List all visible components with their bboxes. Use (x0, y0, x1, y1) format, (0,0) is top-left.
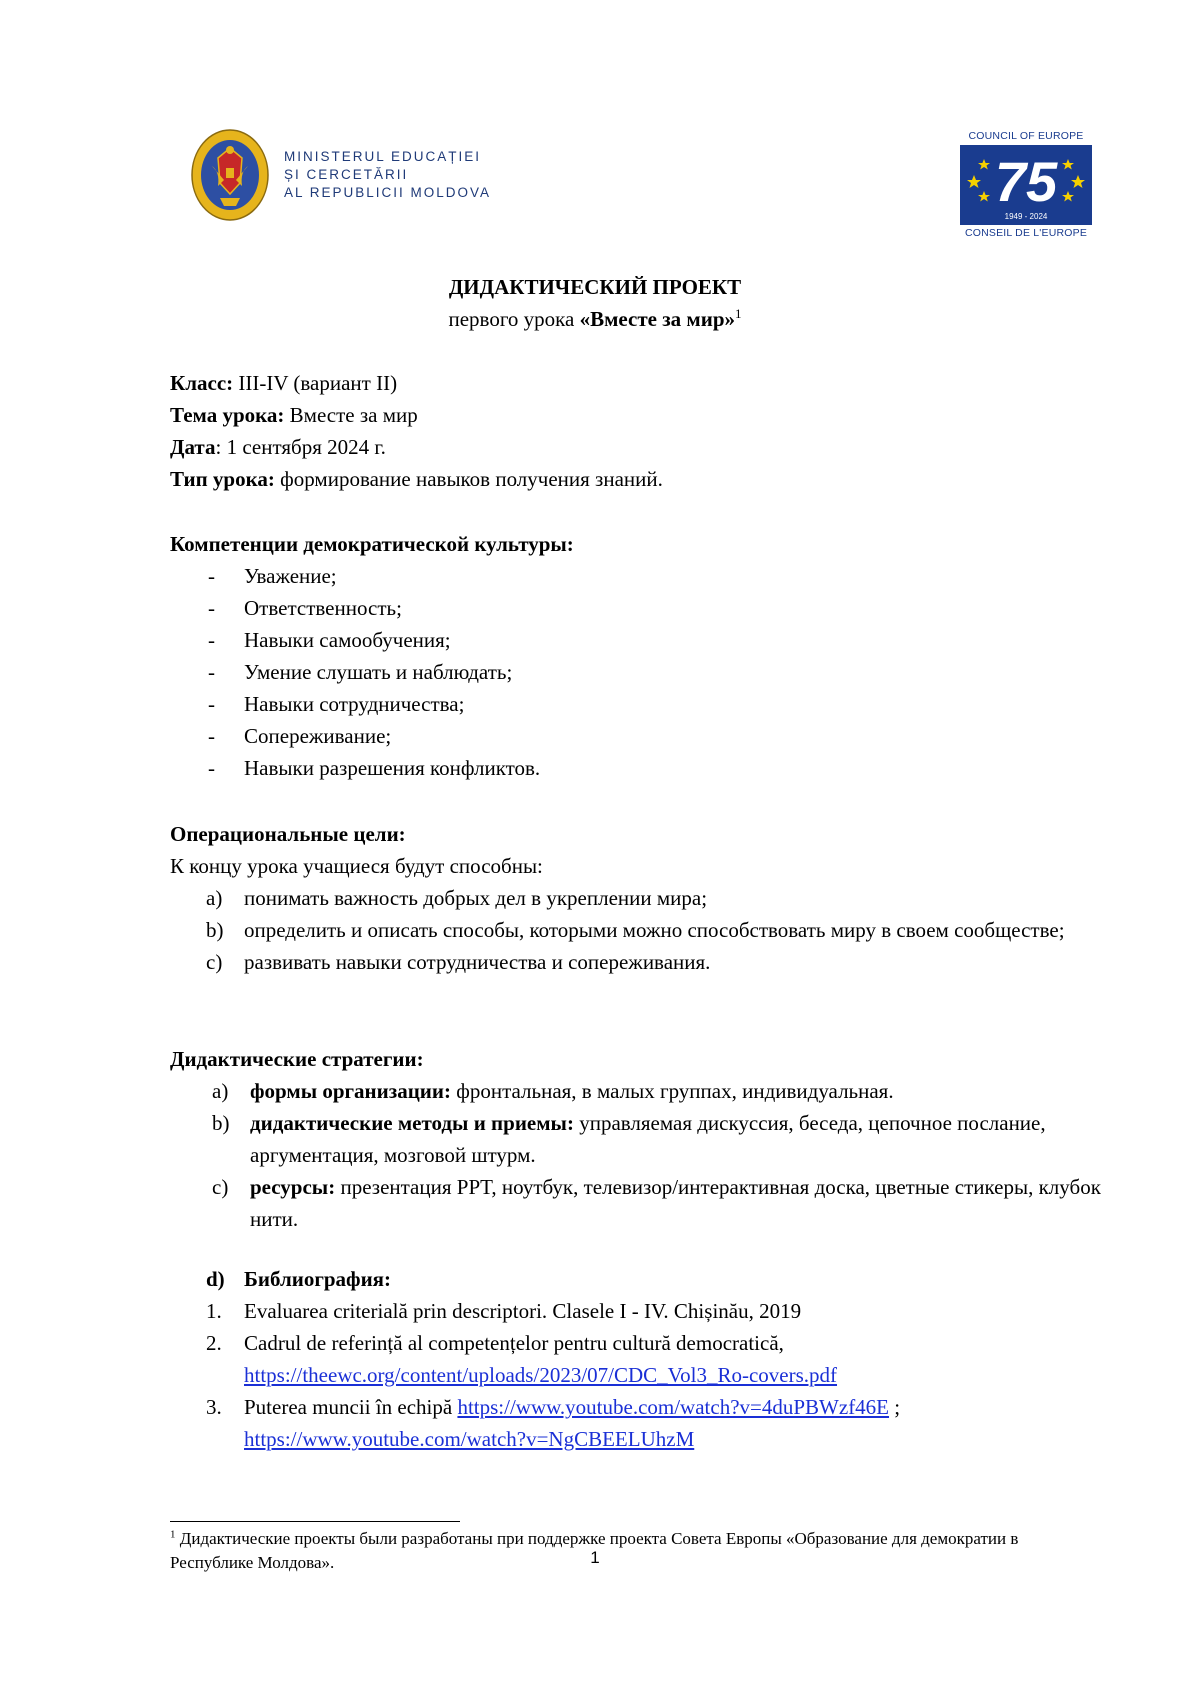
list-item-text: Уважение; (244, 564, 337, 588)
info-row-class (170, 367, 663, 399)
list-item-text: Навыки самообучения; (244, 628, 451, 652)
list-item (170, 1171, 1105, 1235)
coe-number: 75 (994, 150, 1058, 213)
list-item-text: Навыки сотрудничества; (244, 692, 465, 716)
council-of-europe-logo (960, 130, 1092, 240)
subtitle-prefix: первого урока (448, 307, 580, 331)
coe-bottom-text: CONSEIL DE L'EUROPE (964, 227, 1088, 239)
footnote-text: Дидактические проекты были разработаны при поддержке проекта Совета Европы «Образование для демократии в Республике Молдова». (170, 1529, 1019, 1572)
list-marker: 1. (206, 1299, 222, 1323)
list-marker: - (208, 692, 215, 716)
list-marker: a) (212, 1079, 229, 1103)
document-title: ДИДАКТИЧЕСКИЙ ПРОЕКТ (448, 275, 742, 299)
list-item-text: Сопереживание; (244, 724, 392, 748)
list-item-text: презентация PPT, ноутбук, телевизор/интерактивная доска, цветные стикеры, клубок нити. (250, 1175, 1101, 1231)
list-item-label: формы организации: (250, 1079, 451, 1103)
ministry-line-2: ȘI CERCETĂRII (284, 167, 409, 182)
list-item-text: определить и описать способы, которыми можно способствовать миру в своем сообществе; (244, 918, 1065, 942)
list-item-text: управляемая дискуссия, беседа, цепочное послание, аргументация, мозговой штурм. (250, 1111, 1046, 1167)
info-row-type (170, 463, 663, 495)
bibliography-item (170, 1391, 1105, 1455)
cdc-pdf-link[interactable]: https://theewc.org/content/uploads/2023/07/CDC_Vol3_Ro-covers.pdf (244, 1363, 838, 1387)
list-marker: - (208, 660, 215, 684)
info-value: : 1 сентября 2024 г. (215, 435, 386, 459)
info-row-topic (170, 399, 663, 431)
list-item (170, 1075, 1105, 1107)
bibliography-item (170, 1327, 1105, 1391)
list-item-text: развивать навыки сотрудничества и сопереживания. (244, 950, 711, 974)
goals-intro: К концу урока учащиеся будут способны: (170, 854, 543, 878)
info-value: Вместе за мир (284, 403, 418, 427)
list-item-label: дидактические методы и приемы: (250, 1111, 574, 1135)
list-marker: - (208, 628, 215, 652)
lesson-info (170, 367, 663, 495)
youtube-link-1[interactable]: https://www.youtube.com/watch?v=4duPBWzf46E (457, 1395, 890, 1419)
ministry-line-3: AL REPUBLICII MOLDOVA (284, 185, 492, 200)
list-item-label: ресурсы: (250, 1175, 336, 1199)
list-item-text: Навыки разрешения конфликтов. (244, 756, 541, 780)
list-marker: - (208, 724, 215, 748)
bibliography-item (170, 1295, 1105, 1327)
info-label: Дата (170, 435, 216, 459)
bibliography-heading (170, 1263, 1105, 1295)
list-item (170, 1107, 1105, 1171)
list-marker: a) (206, 886, 223, 910)
footnote-reference: 1 (735, 306, 742, 321)
youtube-link-2[interactable]: https://www.youtube.com/watch?v=NgCBEELUhzM (244, 1427, 695, 1451)
list-item-text: понимать важность добрых дел в укреплении мира; (244, 886, 708, 910)
info-label: Тема урока: (170, 403, 285, 427)
info-row-date (170, 431, 663, 463)
list-marker: - (208, 564, 215, 588)
ministry-logo (190, 128, 491, 222)
coe-years: 1949 - 2024 (1004, 212, 1048, 221)
list-marker: 2. (206, 1331, 222, 1355)
list-marker: 3. (206, 1395, 222, 1419)
list-item (170, 882, 1105, 914)
bibliography-title: Библиография: (244, 1267, 392, 1291)
list-marker: c) (212, 1175, 229, 1199)
list-item-text: фронтальная, в малых группах, индивидуальная. (451, 1079, 894, 1103)
info-value: III-IV (вариант II) (233, 371, 398, 395)
bibliography-text: Cadrul de referință al competențelor pentru cultură democratică, (244, 1331, 784, 1355)
page-number: 1 (590, 1548, 600, 1567)
list-marker: c) (206, 950, 223, 974)
operational-goals (170, 818, 1105, 978)
link-separator: ; (889, 1395, 901, 1419)
bibliography-text: Puterea muncii în echipă (244, 1395, 458, 1419)
list-item-text: Ответственность; (244, 596, 402, 620)
list-marker: - (208, 596, 215, 620)
list-marker: d) (206, 1267, 225, 1291)
strategies-heading: Дидактические стратегии: (170, 1047, 424, 1071)
document-subtitle (0, 307, 1190, 332)
list-item (170, 914, 1105, 946)
list-marker: b) (206, 918, 224, 942)
bibliography-text: Evaluarea criterială prin descriptori. Clasele I - IV. Chișinău, 2019 (244, 1299, 802, 1323)
ministry-seal-icon (190, 128, 270, 222)
footnote-number: 1 (170, 1528, 176, 1541)
ministry-line-1: MINISTERUL EDUCAȚIEI (284, 149, 482, 164)
footnote-divider (170, 1521, 460, 1522)
bibliography (170, 1263, 1105, 1455)
didactic-strategies (170, 1043, 1105, 1235)
list-item (170, 946, 1105, 978)
info-label: Тип урока: (170, 467, 275, 491)
coe-top-text: COUNCIL OF EUROPE (968, 130, 1084, 142)
list-item-text: Умение слушать и наблюдать; (244, 660, 513, 684)
coe-75-emblem-icon (960, 145, 1092, 225)
list-marker: b) (212, 1111, 230, 1135)
info-value: формирование навыков получения знаний. (274, 467, 663, 491)
list-marker: - (208, 756, 215, 780)
competences-heading: Компетенции демократической культуры: (170, 532, 574, 556)
ministry-name (284, 148, 491, 202)
subtitle-lesson-name: «Вместе за мир» (579, 307, 735, 331)
goals-heading: Операциональные цели: (170, 822, 406, 846)
info-label: Класс: (170, 371, 234, 395)
